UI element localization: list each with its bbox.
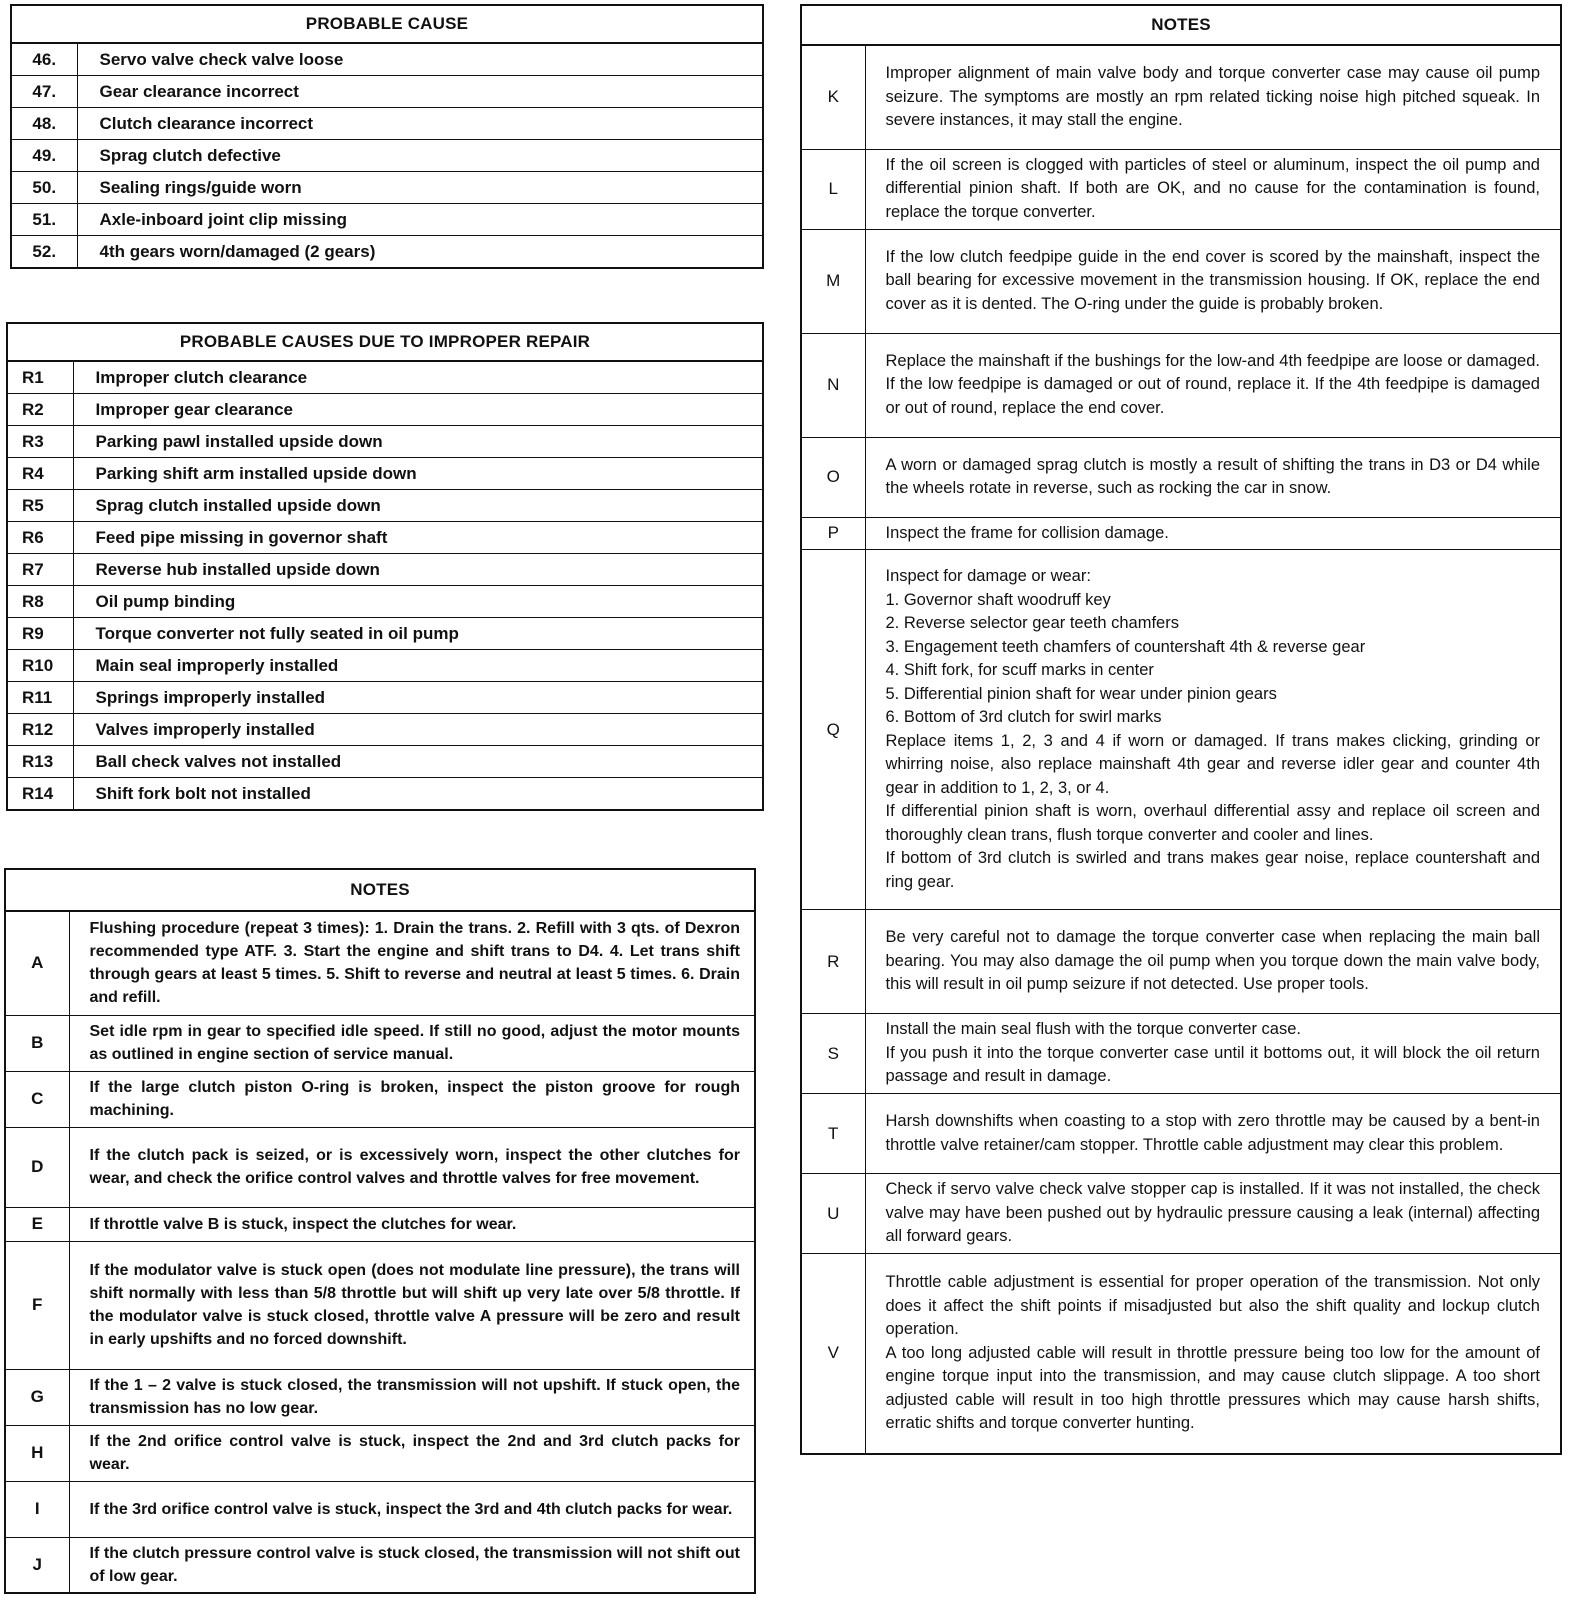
note-key: B	[5, 1015, 69, 1071]
table-row	[5, 1481, 755, 1537]
note-line: 2. Reverse selector gear teeth chamfers	[885, 614, 1179, 632]
table-row	[7, 682, 763, 714]
note-line: 4. Shift fork, for scuff marks in center	[885, 661, 1154, 679]
repair-text: Reverse hub installed upside down	[73, 554, 763, 586]
note-key: I	[5, 1481, 69, 1537]
note-key: C	[5, 1071, 69, 1127]
note-text: If the 2nd orifice control valve is stuck, inspect the 2nd and 3rd clutch packs for wear.	[69, 1425, 755, 1481]
repair-text: Sprag clutch installed upside down	[73, 490, 763, 522]
table-row	[7, 714, 763, 746]
table-row	[7, 458, 763, 490]
note-text: If the modulator valve is stuck open (does not modulate line pressure), the trans will shift normally with less than 5/8 throttle but will shift up very late over 5/8 throttle. If the modulator valve is stuck closed, throttle valve A pressure will be zero and result in early upshifts and no forced downshift.	[69, 1241, 755, 1369]
table-row	[801, 1094, 1561, 1174]
note-line: A too long adjusted cable will result in throttle pressure being too low for the amount of engine torque input into the transmission, and may cause clutch slippage. A too short adjusted cable will result in too high throttle pressures which may cause harsh shifts, erratic shifts and torque converter hunting.	[885, 1343, 1540, 1432]
note-line: 6. Bottom of 3rd clutch for swirl marks	[885, 708, 1162, 726]
repair-text: Parking pawl installed upside down	[73, 426, 763, 458]
note-key: M	[801, 229, 865, 333]
table-row	[7, 426, 763, 458]
table-row	[7, 490, 763, 522]
repair-code: R5	[7, 490, 73, 522]
repair-code: R7	[7, 554, 73, 586]
repair-code: R12	[7, 714, 73, 746]
table-row	[7, 778, 763, 811]
note-text: If the low clutch feedpipe guide in the end cover is scored by the mainshaft, inspect the ball bearing for excessive movement in the transmission housing. If OK, replace the end cover as it is dented. The O-ring under the guide is probably broken.	[865, 229, 1561, 333]
note-key: P	[801, 517, 865, 550]
note-key: F	[5, 1241, 69, 1369]
table-row	[801, 333, 1561, 437]
table-row	[7, 394, 763, 426]
table-row	[7, 361, 763, 394]
note-line: Throttle cable adjustment is essential for proper operation of the transmission. Not only does it affect the shift points if misadjusted but also the shift quality and lockup clutch operation.	[885, 1273, 1540, 1338]
improper-repair-table	[6, 322, 764, 811]
note-line: If bottom of 3rd clutch is swirled and trans makes gear noise, replace countershaft and ring gear.	[885, 849, 1540, 891]
note-text: Improper alignment of main valve body and torque converter case may cause oil pump seizure. The symptoms are mostly an rpm related ticking noise high pitched squeak. In severe instances, it may stall the engine.	[865, 45, 1561, 149]
table-row	[7, 554, 763, 586]
note-text: If the large clutch piston O-ring is broken, inspect the piston groove for rough machining.	[69, 1071, 755, 1127]
table-header-row	[11, 5, 763, 43]
note-text	[865, 550, 1561, 910]
table-row	[801, 550, 1561, 910]
note-line: 3. Engagement teeth chamfers of countershaft 4th & reverse gear	[885, 637, 1366, 656]
note-text: If the 1 – 2 valve is stuck closed, the transmission will not upshift. If stuck open, the transmission has no low gear.	[69, 1369, 755, 1425]
note-key: E	[5, 1207, 69, 1241]
note-text	[865, 1014, 1561, 1094]
repair-code: R4	[7, 458, 73, 490]
table-row	[5, 1015, 755, 1071]
table-row	[5, 1369, 755, 1425]
note-text: Harsh downshifts when coasting to a stop with zero throttle may be caused by a bent-in throttle valve retainer/cam stopper. Throttle cable adjustment may clear this problem.	[865, 1094, 1561, 1174]
table-row	[801, 149, 1561, 229]
table-row	[5, 1071, 755, 1127]
probable-cause-title: PROBABLE CAUSE	[11, 5, 763, 43]
note-text: Set idle rpm in gear to specified idle speed. If still no good, adjust the motor mounts as outlined in engine section of service manual.	[69, 1015, 755, 1071]
note-key: L	[801, 149, 865, 229]
cause-number: 52.	[11, 236, 77, 269]
cause-number: 48.	[11, 108, 77, 140]
note-key: R	[801, 910, 865, 1014]
repair-text: Valves improperly installed	[73, 714, 763, 746]
note-line: Inspect for damage or wear:	[885, 567, 1091, 585]
improper-repair-title: PROBABLE CAUSES DUE TO IMPROPER REPAIR	[7, 323, 763, 361]
cause-number: 46.	[11, 43, 77, 76]
table-header-row	[5, 869, 755, 911]
table-row	[7, 650, 763, 682]
table-row	[5, 1425, 755, 1481]
table-row	[5, 1127, 755, 1207]
table-row	[7, 618, 763, 650]
table-row	[11, 76, 763, 108]
note-line: 5. Differential pinion shaft for wear under pinion gears	[885, 684, 1277, 703]
note-key: J	[5, 1537, 69, 1593]
note-line: If you push it into the torque converter case until it bottoms out, it will block the oil return passage and result in damage.	[885, 1043, 1540, 1086]
note-text: Check if servo valve check valve stopper cap is installed. If it was not installed, the check valve may have been pushed out by hydraulic pressure causing a leak (internal) affecting all forward gears.	[865, 1174, 1561, 1254]
note-text: If throttle valve B is stuck, inspect the clutches for wear.	[69, 1207, 755, 1241]
repair-code: R6	[7, 522, 73, 554]
cause-text: Axle-inboard joint clip missing	[77, 204, 763, 236]
repair-text: Improper gear clearance	[73, 394, 763, 426]
cause-text: Gear clearance incorrect	[77, 76, 763, 108]
note-key: S	[801, 1014, 865, 1094]
note-text: If the clutch pressure control valve is stuck closed, the transmission will not shift out of low gear.	[69, 1537, 755, 1593]
table-row	[801, 1174, 1561, 1254]
cause-text: Servo valve check valve loose	[77, 43, 763, 76]
repair-code: R13	[7, 746, 73, 778]
note-line: If differential pinion shaft is worn, overhaul differential assy and replace oil screen and thoroughly clean trans, flush torque converter and cooler and lines.	[885, 802, 1540, 844]
table-row	[11, 172, 763, 204]
table-row	[11, 108, 763, 140]
table-row	[7, 522, 763, 554]
note-text: Inspect the frame for collision damage.	[865, 517, 1561, 550]
repair-code: R14	[7, 778, 73, 811]
note-key: N	[801, 333, 865, 437]
repair-text: Parking shift arm installed upside down	[73, 458, 763, 490]
note-key: H	[5, 1425, 69, 1481]
table-row	[11, 43, 763, 76]
table-row	[801, 437, 1561, 517]
note-text: If the oil screen is clogged with particles of steel or aluminum, inspect the oil pump and differential pinion shaft. If both are OK, and no cause for the contamination is found, replace the torque converter.	[865, 149, 1561, 229]
note-key: D	[5, 1127, 69, 1207]
note-key: K	[801, 45, 865, 149]
table-row	[11, 236, 763, 269]
repair-text: Springs improperly installed	[73, 682, 763, 714]
table-row	[11, 204, 763, 236]
cause-text: Sealing rings/guide worn	[77, 172, 763, 204]
notes-right-title: NOTES	[801, 5, 1561, 45]
table-row	[5, 1537, 755, 1593]
table-header-row	[7, 323, 763, 361]
note-text: If the 3rd orifice control valve is stuck, inspect the 3rd and 4th clutch packs for wear.	[69, 1481, 755, 1537]
repair-text: Shift fork bolt not installed	[73, 778, 763, 811]
note-text: If the clutch pack is seized, or is excessively worn, inspect the other clutches for wear, and check the orifice control valves and throttle valves for free movement.	[69, 1127, 755, 1207]
note-key: G	[5, 1369, 69, 1425]
note-key: Q	[801, 550, 865, 910]
note-key: A	[5, 911, 69, 1015]
table-row	[5, 1207, 755, 1241]
repair-text: Feed pipe missing in governor shaft	[73, 522, 763, 554]
table-row	[7, 746, 763, 778]
probable-cause-table	[10, 4, 764, 269]
repair-code: R2	[7, 394, 73, 426]
notes-right-table	[800, 4, 1562, 1455]
table-row	[801, 910, 1561, 1014]
repair-text: Oil pump binding	[73, 586, 763, 618]
cause-text: 4th gears worn/damaged (2 gears)	[77, 236, 763, 269]
cause-number: 50.	[11, 172, 77, 204]
table-row	[801, 517, 1561, 550]
note-key: O	[801, 437, 865, 517]
cause-text: Clutch clearance incorrect	[77, 108, 763, 140]
table-row	[7, 586, 763, 618]
note-key: V	[801, 1254, 865, 1454]
repair-code: R10	[7, 650, 73, 682]
notes-left-table	[4, 868, 756, 1594]
table-row	[5, 911, 755, 1015]
cause-number: 51.	[11, 204, 77, 236]
repair-code: R9	[7, 618, 73, 650]
repair-text: Improper clutch clearance	[73, 361, 763, 394]
note-text: A worn or damaged sprag clutch is mostly a result of shifting the trans in D3 or D4 while the wheels rotate in reverse, such as rocking the car in snow.	[865, 437, 1561, 517]
repair-text: Torque converter not fully seated in oil pump	[73, 618, 763, 650]
cause-text: Sprag clutch defective	[77, 140, 763, 172]
table-row	[801, 45, 1561, 149]
table-header-row	[801, 5, 1561, 45]
repair-text: Ball check valves not installed	[73, 746, 763, 778]
note-key: T	[801, 1094, 865, 1174]
table-row	[11, 140, 763, 172]
note-text: Flushing procedure (repeat 3 times): 1. Drain the trans. 2. Refill with 3 qts. of Dexron recommended type ATF. 3. Start the engine and shift trans to D4. 4. Let trans shift through gears at least 5 times. 5. Shift to reverse and neutral at least 5 times. 6. Drain and refill.	[69, 911, 755, 1015]
note-line: Replace items 1, 2, 3 and 4 if worn or damaged. If trans makes clicking, grinding or whirring noise, also replace mainshaft 4th gear and reverse idler gear and counter 4th gear in addition to 1, 2, 3, or 4.	[885, 731, 1540, 797]
note-text: Replace the mainshaft if the bushings for the low-and 4th feedpipe are loose or damaged. If the low feedpipe is damaged or out of round, replace it. If the 4th feedpipe is damaged or out of round, replace the end cover.	[865, 333, 1561, 437]
note-text	[865, 1254, 1561, 1454]
note-line: 1. Governor shaft woodruff key	[885, 590, 1111, 609]
repair-code: R8	[7, 586, 73, 618]
note-key: U	[801, 1174, 865, 1254]
table-row	[801, 1014, 1561, 1094]
cause-number: 49.	[11, 140, 77, 172]
repair-text: Main seal improperly installed	[73, 650, 763, 682]
table-row	[801, 229, 1561, 333]
notes-left-title: NOTES	[5, 869, 755, 911]
repair-code: R11	[7, 682, 73, 714]
note-text: Be very careful not to damage the torque converter case when replacing the main ball bearing. You may also damage the oil pump when you torque down the main valve body, this will result in oil pump seizure if not detected. Use proper tools.	[865, 910, 1561, 1014]
table-row	[801, 1254, 1561, 1454]
note-line: Install the main seal flush with the torque converter case.	[885, 1020, 1301, 1039]
cause-number: 47.	[11, 76, 77, 108]
repair-code: R3	[7, 426, 73, 458]
table-row	[5, 1241, 755, 1369]
repair-code: R1	[7, 361, 73, 394]
